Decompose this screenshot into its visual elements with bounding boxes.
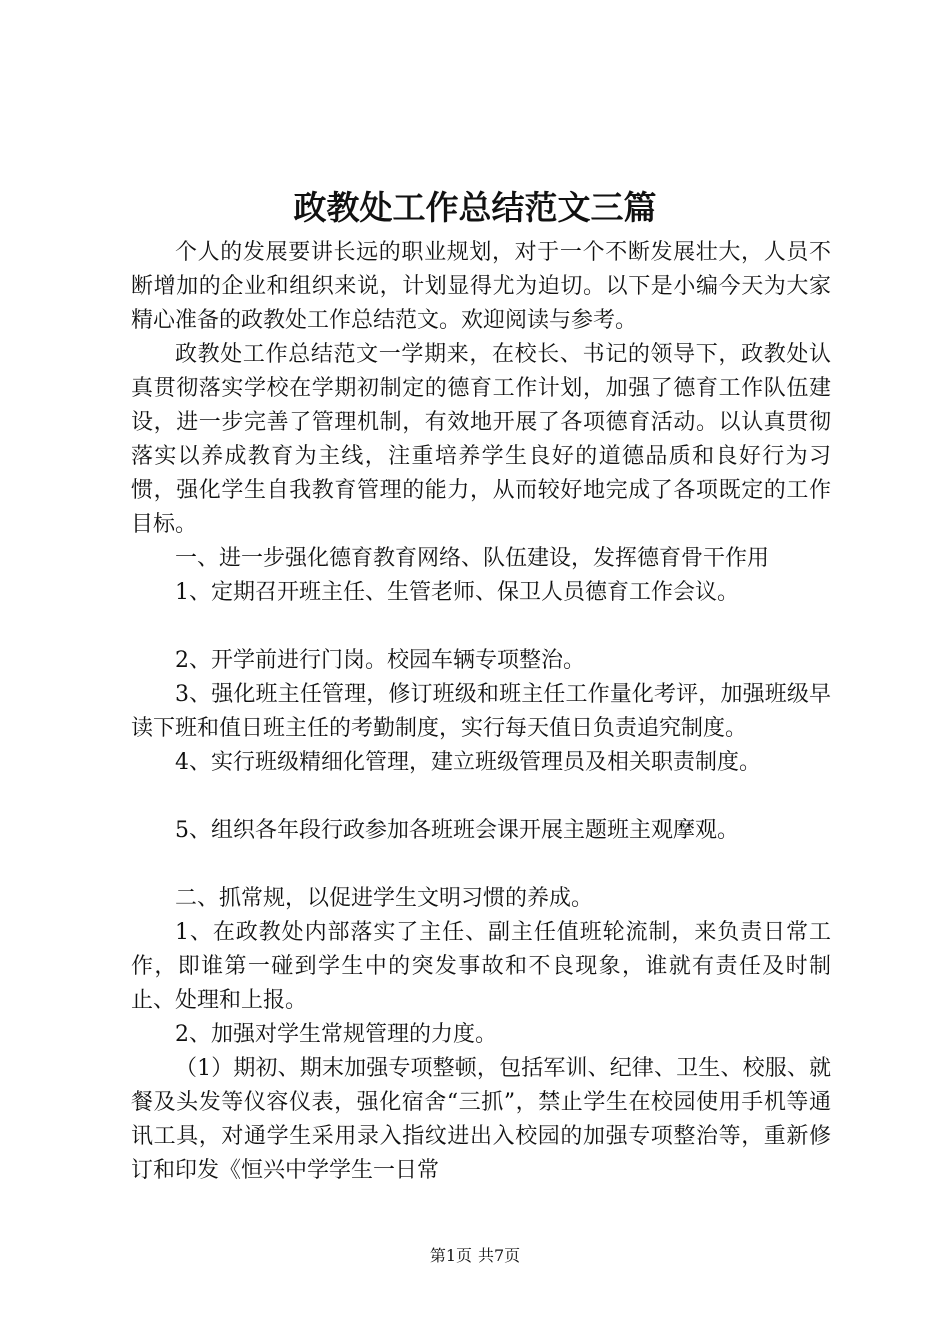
list-item-3: 3、强化班主任管理，修订班级和班主任工作量化考评，加强班级早读下班和值日班主任的考勤制度，实行每天值日负责追究制度。 <box>131 682 831 741</box>
paragraph-intro: 个人的发展要讲长远的职业规划，对于一个不断发展壮大，人员不断增加的企业和组织来说，计划显得尤为迫切。以下是小编今天为大家精心准备的政教处工作总结范文。欢迎阅读与参考。 <box>131 240 831 333</box>
list-item-2-1: 1、在政教处内部落实了主任、副主任值班轮流制，来负责日常工作，即谁第一碰到学生中的突发事故和不良现象，谁就有责任及时制止、处理和上报。 <box>131 920 831 1013</box>
document-body <box>131 236 831 1188</box>
list-item-1: 1、定期召开班主任、生管老师、保卫人员德育工作会议。 <box>175 580 739 605</box>
list-item-5: 5、组织各年段行政参加各班班会课开展主题班主观摩观。 <box>175 818 739 843</box>
list-item-2: 2、开学前进行门岗。校园车辆专项整治。 <box>175 648 585 673</box>
paragraph-summary-one: 政教处工作总结范文一学期来，在校长、书记的领导下，政教处认真贯彻落实学校在学期初制定的德育工作计划，加强了德育工作队伍建设，进一步完善了管理机制，有效地开展了各项德育活动。以认真贯彻落实以养成教育为主线，注重培养学生良好的道德品质和良好行为习惯，强化学生自我教育管理的能力，从而较好地完成了各项既定的工作目标。 <box>131 342 831 537</box>
page-footer <box>0 1246 950 1266</box>
document-title: 政教处工作总结范文三篇 <box>293 188 657 227</box>
list-item-2-2-1: （1）期初、期末加强专项整顿，包括军训、纪律、卫生、校服、就餐及头发等仪容仪表，强化宿舍“三抓”，禁止学生在校园使用手机等通讯工具，对通学生采用录入指纹进出入校园的加强专项整治等，重新修订和印发《恒兴中学学生一日常 <box>131 1056 831 1183</box>
list-item-2-2: 2、加强对学生常规管理的力度。 <box>175 1022 497 1047</box>
section-heading-one: 一、进一步强化德育教育网络、队伍建设，发挥德育骨干作用 <box>175 546 770 571</box>
page-number: 第1页 <box>429 1246 472 1265</box>
list-item-4: 4、实行班级精细化管理，建立班级管理员及相关职责制度。 <box>175 750 761 775</box>
page-total: 共7页 <box>478 1246 521 1265</box>
section-heading-two: 二、抓常规，以促进学生文明习惯的养成。 <box>175 886 594 911</box>
